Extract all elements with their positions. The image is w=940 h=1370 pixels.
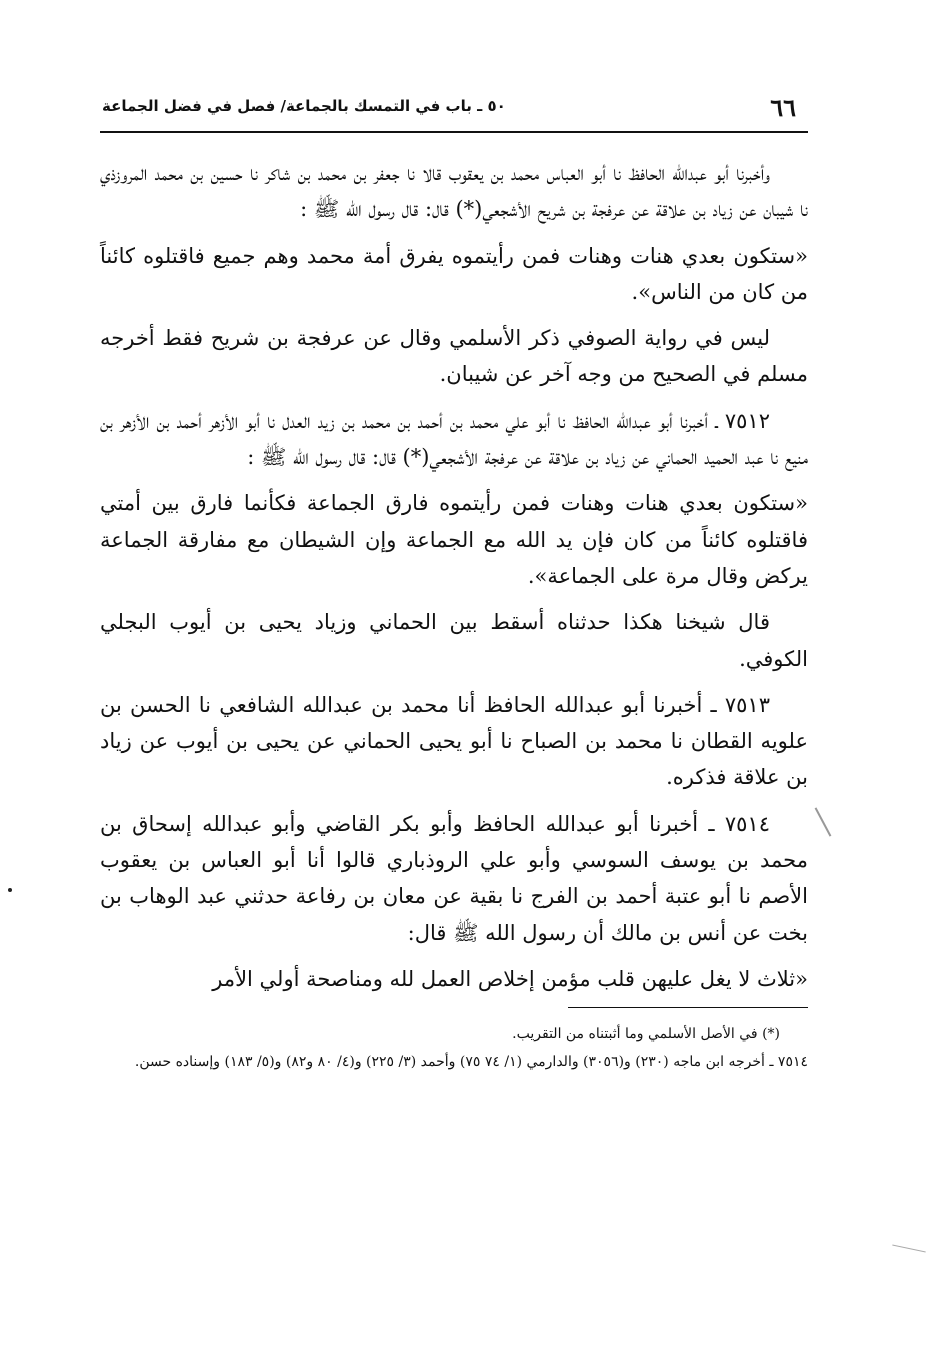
- hadith-chain-7512: ٧٥١٢ ـ أخبرنا أبو عبدالله الحافظ نا أبو علي محمد بن أحمد بن محمد بن زيد العدل نا أبو الأزهر أحمد بن الأزهر بن منيع نا عبد الحميد الحماني عن زياد بن علاقة عن عرفجة الأشجعي(*) قال: قال رسول الله ﷺ :: [100, 408, 808, 470]
- footnote-divider: [568, 1007, 808, 1012]
- scan-mark: [892, 1244, 925, 1252]
- footnote-2: ٧٥١٤ ـ أخرجه ابن ماجه (٢٣٠) و(٣٠٥٦) والدارمي (١/ ٧٤ ٧٥) وأحمد (٣/ ٢٢٥) و(٤/ ٨٠ و٨٢) و(٥/ ١٨٣) وإسناده حسن.: [134, 1054, 808, 1071]
- footnotes: [100, 1007, 808, 1076]
- scan-speck: [8, 888, 12, 892]
- running-header: [100, 85, 808, 133]
- main-text: [100, 155, 808, 997]
- paragraph: ليس في رواية الصوفي ذكر الأسلمي وقال عن عرفجة بن شريح فقط أخرجه مسلم في الصحيح من وجه آخر عن شيبان.: [100, 326, 808, 387]
- book-page: [100, 85, 808, 1076]
- chapter-title: ٥٠ ـ باب في التمسك بالجماعة/ فصل في فضل الجماعة: [102, 97, 506, 115]
- hadith-quote: «ستكون بعدي هنات وهنات فمن رأيتموه فارق الجماعة فكأنما فارق بين أمتي فاقتلوه كائناً من كان فإن يد الله مع الجماعة وإن الشيطان مع مفارقة الجماعة يركض وقال مرة على الجماعة».: [100, 491, 808, 588]
- scan-mark: [815, 807, 832, 836]
- paragraph: وأخبرنا أبو عبدالله الحافظ نا أبو العباس محمد بن يعقوب قالا نا جعفر بن محمد بن شاكر نا حسين بن محمد المروزذي نا شيبان عن زياد بن علاقة عن عرفجة بن شريح الأشجعي(*) قال: قال رسول الله ﷺ :: [100, 161, 808, 222]
- page-number: ٦٦: [770, 93, 796, 122]
- paragraph: قال شيخنا هكذا حدثناه أسقط بين الحماني وزياد يحيى بن أيوب البجلي الكوفي.: [100, 610, 808, 671]
- hadith-chain-7513: ٧٥١٣ ـ أخبرنا أبو عبدالله الحافظ أنا محمد بن عبدالله الشافعي نا الحسن بن علويه القطان نا محمد بن الصباح نا أبو يحيى الحماني عن يحيى بن أيوب عن زياد بن علاقة فذكره.: [100, 692, 808, 790]
- footnote-1: (*) في الأصل الأسلمي وما أثبتناه من التقريب.: [512, 1026, 780, 1043]
- hadith-chain-7514: ٧٥١٤ ـ أخبرنا أبو عبدالله الحافظ وأبو بكر القاضي وأبو عبدالله إسحاق بن محمد بن يوسف السوسي وأبو علي الروذباري قالوا أنا أبو العباس بن يعقوب الأصم نا أبو عتبة أحمد بن الفرج نا بقية عن معان بن رفاعة حدثني عبد الوهاب بن بخت عن أنس بن مالك أن رسول الله ﷺ قال:: [100, 811, 808, 945]
- hadith-quote: «ثلاث لا يغل عليهن قلب مؤمن إخلاص العمل لله ومناصحة أولي الأمر: [212, 966, 808, 991]
- hadith-quote: «ستكون بعدي هنات وهنات فمن رأيتموه يفرق أمة محمد وهم جميع فاقتلوه كائناً من كان من الناس».: [100, 243, 808, 304]
